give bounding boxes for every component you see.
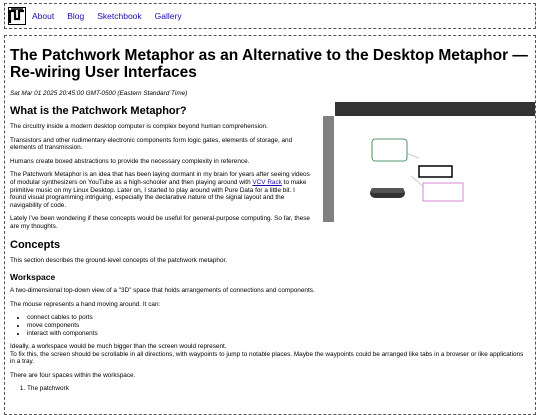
paragraph: Humans create boxed abstractions to provide the necessary complexity in reference.: [10, 157, 250, 165]
paragraph: There are four spaces within the workspace.: [10, 371, 136, 379]
paragraph: The circuitry inside a modern desktop computer is complex beyond human comprehension.: [10, 123, 268, 130]
intro-column: [10, 123, 310, 231]
paragraph-with-link: [10, 171, 310, 209]
top-nav: [4, 3, 536, 29]
diagram-black-module: [419, 166, 452, 177]
spaces-list: [10, 385, 530, 393]
paragraph: To fix this, the screen should be scrollable in all directions, with waypoints to jump to notable places. Maybe the waypoints could be arranged like tabs in a browser or like applications in a tray.: [10, 350, 524, 366]
nav-link-gallery[interactable]: Gallery: [154, 11, 182, 21]
article-date: Sat Mar 01 2025 20:45:00 GMT-0500 (Eastern Standard Time): [10, 90, 188, 97]
diagram-green-module: [372, 139, 407, 161]
paragraph: The mouse represents a hand moving around. It can:: [10, 300, 161, 308]
nav-link-blog[interactable]: Blog: [67, 11, 85, 21]
paragraph: Transistors and other rudimentary electronic components form logic gates, elements of storage, and elements of transmission.: [10, 136, 293, 152]
diagram-side-bar: [323, 116, 334, 222]
list-item: • connect cables to ports: [27, 314, 530, 322]
section-heading-what-is: What is the Patchwork Metaphor?: [10, 105, 187, 117]
diagram-top-bar: [335, 102, 536, 116]
paragraph-text: The Patchwork Metaphor is an idea that has been laying dormant in my brain for years after seeing videos of modular synthesizers on YouTube as a high-schooler and then playing around with: [10, 171, 310, 186]
nav-link-about[interactable]: About: [32, 11, 55, 21]
list-item: • move components: [27, 322, 530, 330]
paragraph: Lately I've been wondering if these concepts would be useful for general-purpose computing. So far, these are my thoughts.: [10, 215, 310, 230]
patchwork-diagram: [323, 102, 536, 222]
site-logo-icon[interactable]: [8, 7, 26, 25]
paragraph: This section describes the ground-level concepts of the patchwork metaphor.: [10, 256, 228, 264]
nav-link-sketchbook[interactable]: Sketchbook: [97, 11, 142, 21]
paragraph-text: to make primitive music on my Linux Desktop. Later on, I started to play around with Pure Data for a little bit. I found visual programming intriguing, especially the declarative nature of the signal layout and the navigability of code.: [10, 178, 307, 209]
paragraph: Ideally, a workspace would be much bigger than the screen would represent.: [10, 343, 227, 351]
vcv-rack-link[interactable]: VCV Rack: [252, 178, 282, 186]
article-title: The Patchwork Metaphor as an Alternative to the Desktop Metaphor — Re-wiring User Interfaces: [10, 47, 528, 81]
diagram-magenta-module: [423, 183, 463, 201]
list-item: 1. The patchwork: [27, 385, 530, 393]
paragraph: A two-dimensional top-down view of a "3D" space that holds arrangements of connections and components.: [10, 287, 315, 295]
article-container: [4, 35, 536, 415]
section-heading-concepts: Concepts: [10, 238, 61, 251]
diagram-bottom-module-highlight: [371, 188, 404, 193]
list-item: • interact with components: [27, 330, 530, 338]
mouse-abilities-list: [10, 314, 530, 337]
subsection-heading-workspace: Workspace: [10, 272, 56, 283]
